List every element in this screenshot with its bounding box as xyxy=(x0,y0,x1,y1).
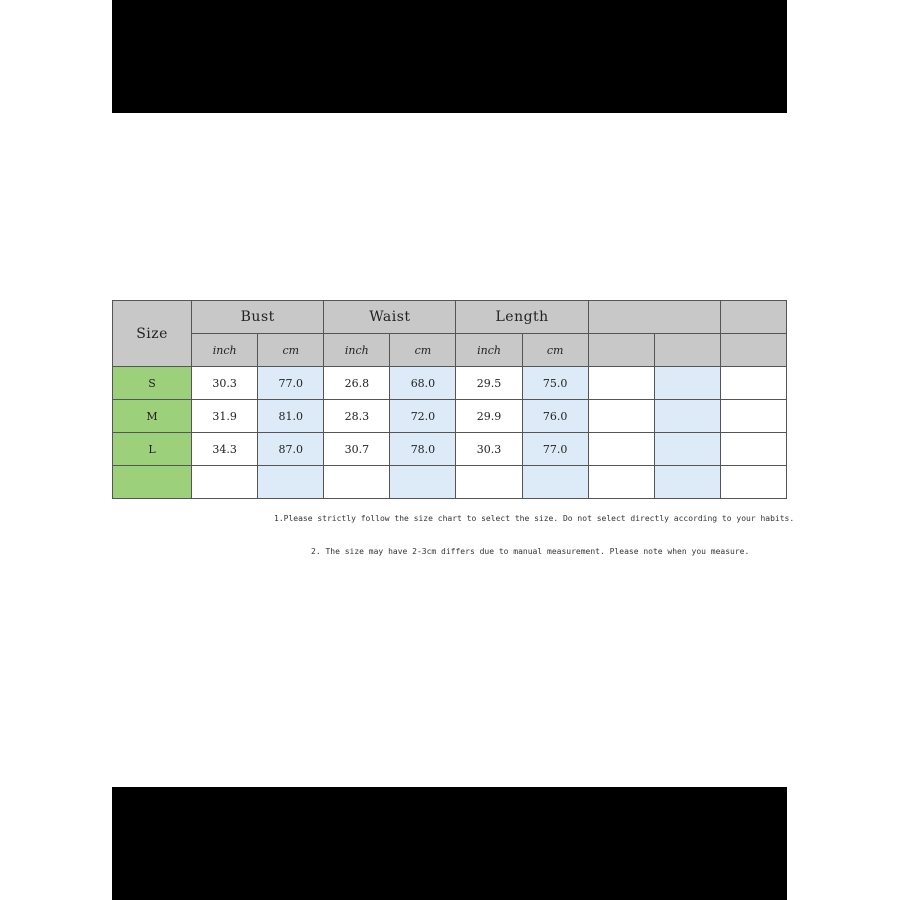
table-cell: 87.0 xyxy=(258,433,324,466)
size-label: M xyxy=(113,400,192,433)
table-cell: 29.9 xyxy=(456,400,522,433)
empty-cell xyxy=(522,466,588,499)
empty-cell xyxy=(654,466,720,499)
size-note-1: 1.Please strictly follow the size chart to select the size. Do not select directly according to your habits. xyxy=(274,514,795,523)
size-chart-table xyxy=(112,300,787,499)
empty-cell xyxy=(588,466,654,499)
table-row-empty xyxy=(113,466,787,499)
header-row-units xyxy=(113,334,787,367)
table-row xyxy=(113,367,787,400)
table-cell: 26.8 xyxy=(324,367,390,400)
table-cell: 29.5 xyxy=(456,367,522,400)
empty-cell xyxy=(390,466,456,499)
empty-cell xyxy=(654,367,720,400)
size-column-header: Size xyxy=(113,301,192,367)
table-cell: 30.3 xyxy=(192,367,258,400)
empty-cell xyxy=(720,367,786,400)
group-header-waist: Waist xyxy=(324,301,456,334)
table-cell: 31.9 xyxy=(192,400,258,433)
table-cell: 77.0 xyxy=(522,433,588,466)
table-cell: 75.0 xyxy=(522,367,588,400)
table-cell: 76.0 xyxy=(522,400,588,433)
empty-cell xyxy=(456,466,522,499)
size-label-empty xyxy=(113,466,192,499)
empty-cell xyxy=(720,466,786,499)
size-note-2: 2. The size may have 2-3cm differs due to manual measurement. Please note when you measure. xyxy=(311,547,750,556)
top-letterbox xyxy=(112,0,787,113)
table-row xyxy=(113,433,787,466)
size-label: S xyxy=(113,367,192,400)
empty-cell xyxy=(258,466,324,499)
unit-header: inch xyxy=(192,334,258,367)
table-cell: 77.0 xyxy=(258,367,324,400)
table-row xyxy=(113,400,787,433)
header-row-groups xyxy=(113,301,787,334)
group-header-empty xyxy=(720,301,786,334)
unit-header: cm xyxy=(258,334,324,367)
table-cell: 78.0 xyxy=(390,433,456,466)
table-cell: 30.7 xyxy=(324,433,390,466)
size-label: L xyxy=(113,433,192,466)
table-cell: 34.3 xyxy=(192,433,258,466)
unit-header-empty xyxy=(588,334,654,367)
unit-header-empty xyxy=(654,334,720,367)
bottom-letterbox xyxy=(112,787,787,900)
unit-header: cm xyxy=(522,334,588,367)
table-cell: 28.3 xyxy=(324,400,390,433)
group-header-bust: Bust xyxy=(192,301,324,334)
table-cell: 72.0 xyxy=(390,400,456,433)
table-cell: 30.3 xyxy=(456,433,522,466)
empty-cell xyxy=(588,400,654,433)
empty-cell xyxy=(720,400,786,433)
empty-cell xyxy=(720,433,786,466)
table-cell: 68.0 xyxy=(390,367,456,400)
empty-cell xyxy=(588,367,654,400)
empty-cell xyxy=(654,433,720,466)
unit-header-empty xyxy=(720,334,786,367)
empty-cell xyxy=(588,433,654,466)
group-header-length: Length xyxy=(456,301,588,334)
empty-cell xyxy=(192,466,258,499)
empty-cell xyxy=(654,400,720,433)
unit-header: inch xyxy=(456,334,522,367)
unit-header: inch xyxy=(324,334,390,367)
group-header-empty xyxy=(588,301,720,334)
table-cell: 81.0 xyxy=(258,400,324,433)
unit-header: cm xyxy=(390,334,456,367)
empty-cell xyxy=(324,466,390,499)
